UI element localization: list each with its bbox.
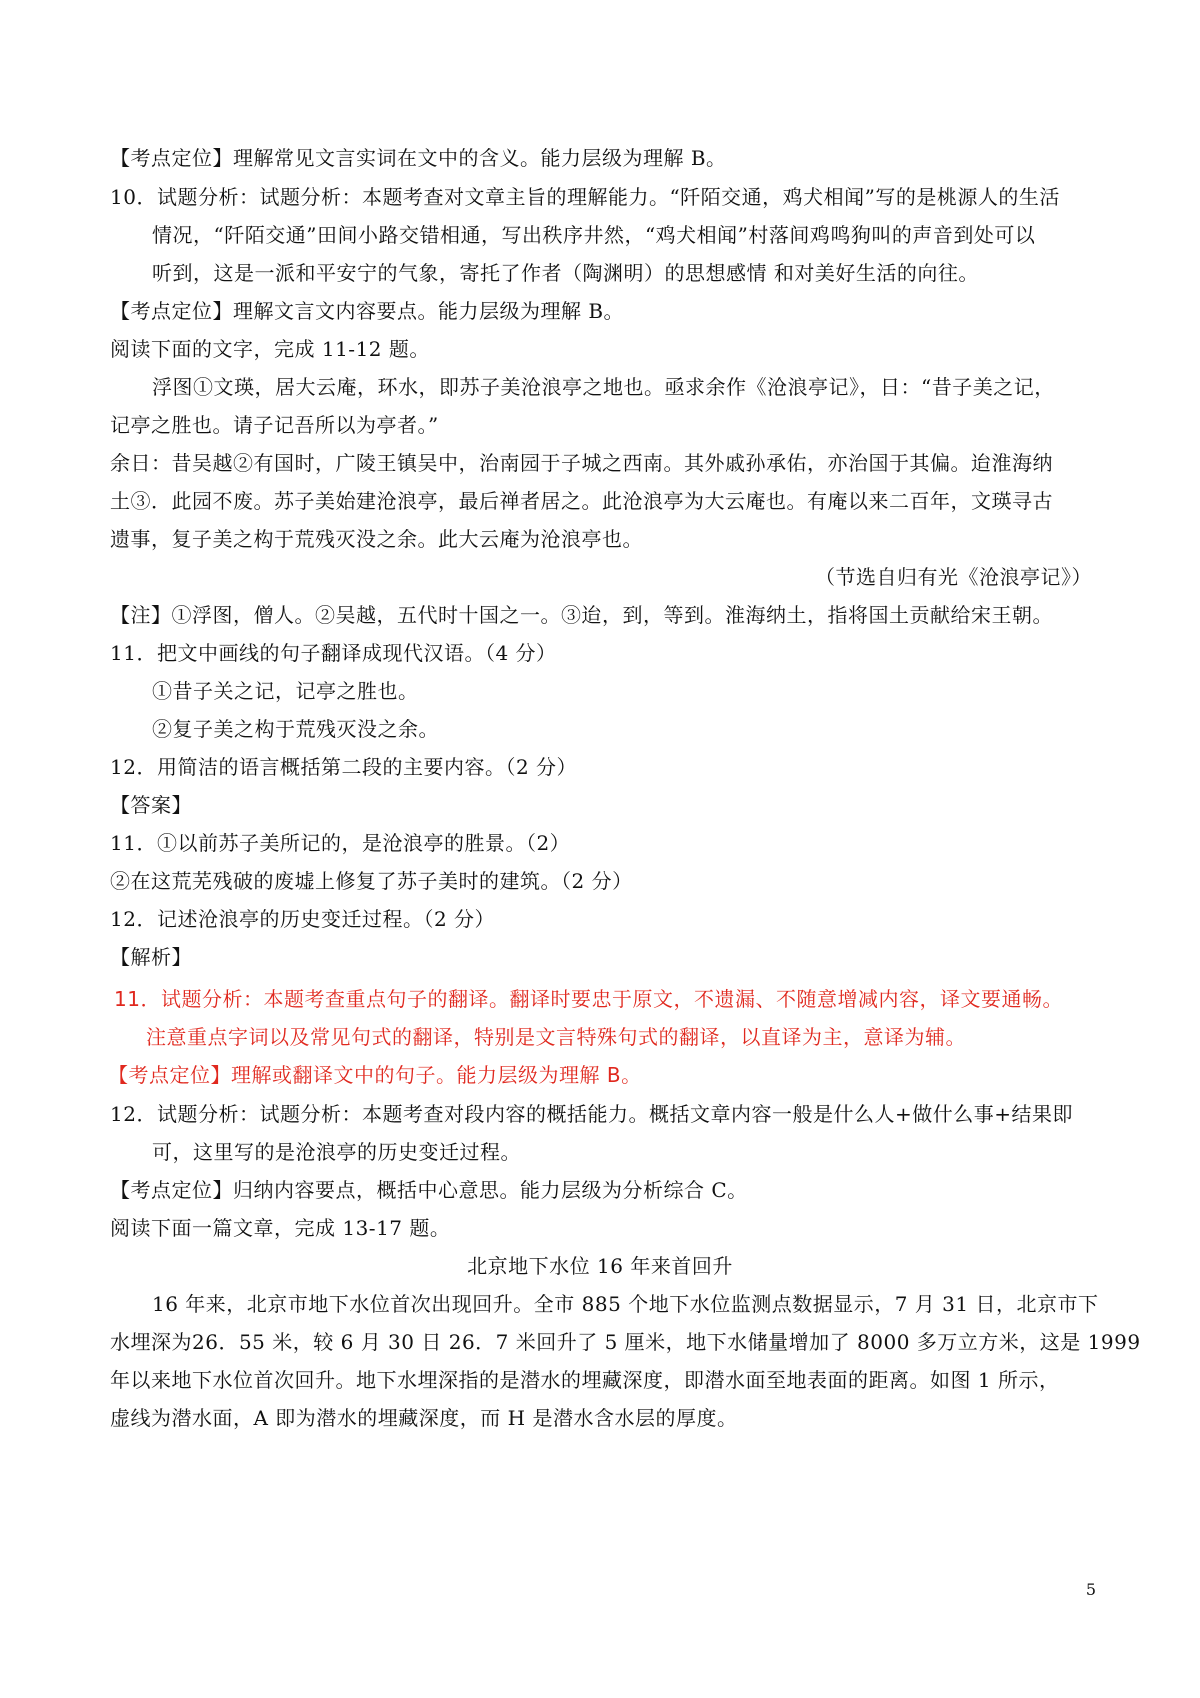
question-12: 12．用简洁的语言概括第二段的主要内容。（2 分） [110,755,578,779]
article-line-3: 年以来地下水位首次回升。地下水埋深指的是潜水的埋藏深度，即潜水面至地表面的距离。如图 1 所示， [110,1368,1060,1392]
answer-12: 12．记述沧浪亭的历史变迁过程。（2 分） [110,907,496,931]
article-line-1: 16 年来，北京市地下水位首次出现回升。全市 885 个地下水位监测点数据显示，7 月 31 日，北京市下 [152,1292,1099,1316]
passage-line-2: 记亭之胜也。请子记吾所以为亭者。” [110,413,439,437]
kaodian-line-12: 【考点定位】归纳内容要点，概括中心意思。能力层级为分析综合 C。 [110,1178,748,1202]
answer-11-line-2: ②在这荒芜残破的废墟上修复了苏子美时的建筑。（2 分） [110,869,633,893]
analysis-10-line-3: 听到，这是一派和平安宁的气象，寄托了作者（陶渊明）的思想感情 和对美好生活的向往。 [152,261,979,285]
analysis-12-line-2: 可，这里写的是沧浪亭的历史变迁过程。 [152,1140,521,1164]
kaodian-line-10-vocab: 【考点定位】理解常见文言实词在文中的含义。能力层级为理解 B。 [110,146,727,170]
kaodian-line-10: 【考点定位】理解文言文内容要点。能力层级为理解 B。 [110,299,625,323]
kaodian-line-11: 【考点定位】理解或翻译文中的句子。能力层级为理解 B。 [108,1063,642,1087]
analysis-11-line-2: 注意重点字词以及常见句式的翻译，特别是文言特殊句式的翻译，以直译为主，意译为辅。 [146,1025,966,1049]
question-11-item-2: ②复子美之构于荒残灭没之余。 [152,717,439,741]
analysis-11-line-1: 11．试题分析：本题考查重点句子的翻译。翻译时要忠于原文，不遗漏、不随意增减内容，译文要通畅。 [114,987,1063,1011]
analysis-12-line-1: 12．试题分析：试题分析：本题考查对段内容的概括能力。概括文章内容一般是什么人+做什么事+结果即 [110,1102,1073,1126]
question-11: 11．把文中画线的句子翻译成现代汉语。（4 分） [110,641,557,665]
passage-line-1: 浮图①文瑛，居大云庵，环水，即苏子美沧浪亭之地也。亟求余作《沧浪亭记》，日：“昔子美之记， [152,375,1055,399]
article-title: 北京地下水位 16 年来首回升 [467,1254,733,1278]
page-number: 5 [1085,1580,1096,1599]
passage-line-4: 土③．此园不废。苏子美始建沧浪亭，最后禅者居之。此沧浪亭为大云庵也。有庵以来二百年，文瑛寻古 [110,489,1053,513]
article-line-4: 虚线为潜水面，A 即为潜水的埋藏深度，而 H 是潜水含水层的厚度。 [110,1406,738,1430]
analysis-10-line-2: 情况，“阡陌交通”田间小路交错相通，写出秩序井然，“鸡犬相闻”村落间鸡鸣狗叫的声音到处可以 [152,223,1036,247]
question-11-item-1: ①昔子关之记，记亭之胜也。 [152,679,419,703]
answer-11-line-1: 11．①以前苏子美所记的，是沧浪亭的胜景。（2） [110,831,571,855]
article-line-2: 水埋深为26．55 米，较 6 月 30 日 26．7 米回升了 5 厘米，地下水储量增加了 8000 多万立方米，这是 1999 [110,1330,1141,1354]
passage-notes: 【注】①浮图，僧人。②吴越，五代时十国之一。③迨，到，等到。淮海纳土，指将国土贡献给宋王朝。 [110,603,1053,627]
passage-source: （节选自归有光《沧浪亭记》） [815,565,1092,589]
passage-line-5: 遗事，复子美之构于荒残灭没之余。此大云庵为沧浪亭也。 [110,527,643,551]
analysis-heading: 【解析】 [110,945,192,969]
reading-instruction-11-12: 阅读下面的文字，完成 11-12 题。 [110,337,430,361]
reading-instruction-13-17: 阅读下面一篇文章，完成 13-17 题。 [110,1216,451,1240]
analysis-10-line-1: 10．试题分析：试题分析：本题考查对文章主旨的理解能力。“阡陌交通，鸡犬相闻”写的是桃源人的生活 [110,185,1060,209]
answer-heading: 【答案】 [110,793,192,817]
passage-line-3: 余日：昔吴越②有国时，广陵王镇吴中，治南园于子城之西南。其外戚孙承佑，亦治国于其偏。迨淮海纳 [110,451,1053,475]
